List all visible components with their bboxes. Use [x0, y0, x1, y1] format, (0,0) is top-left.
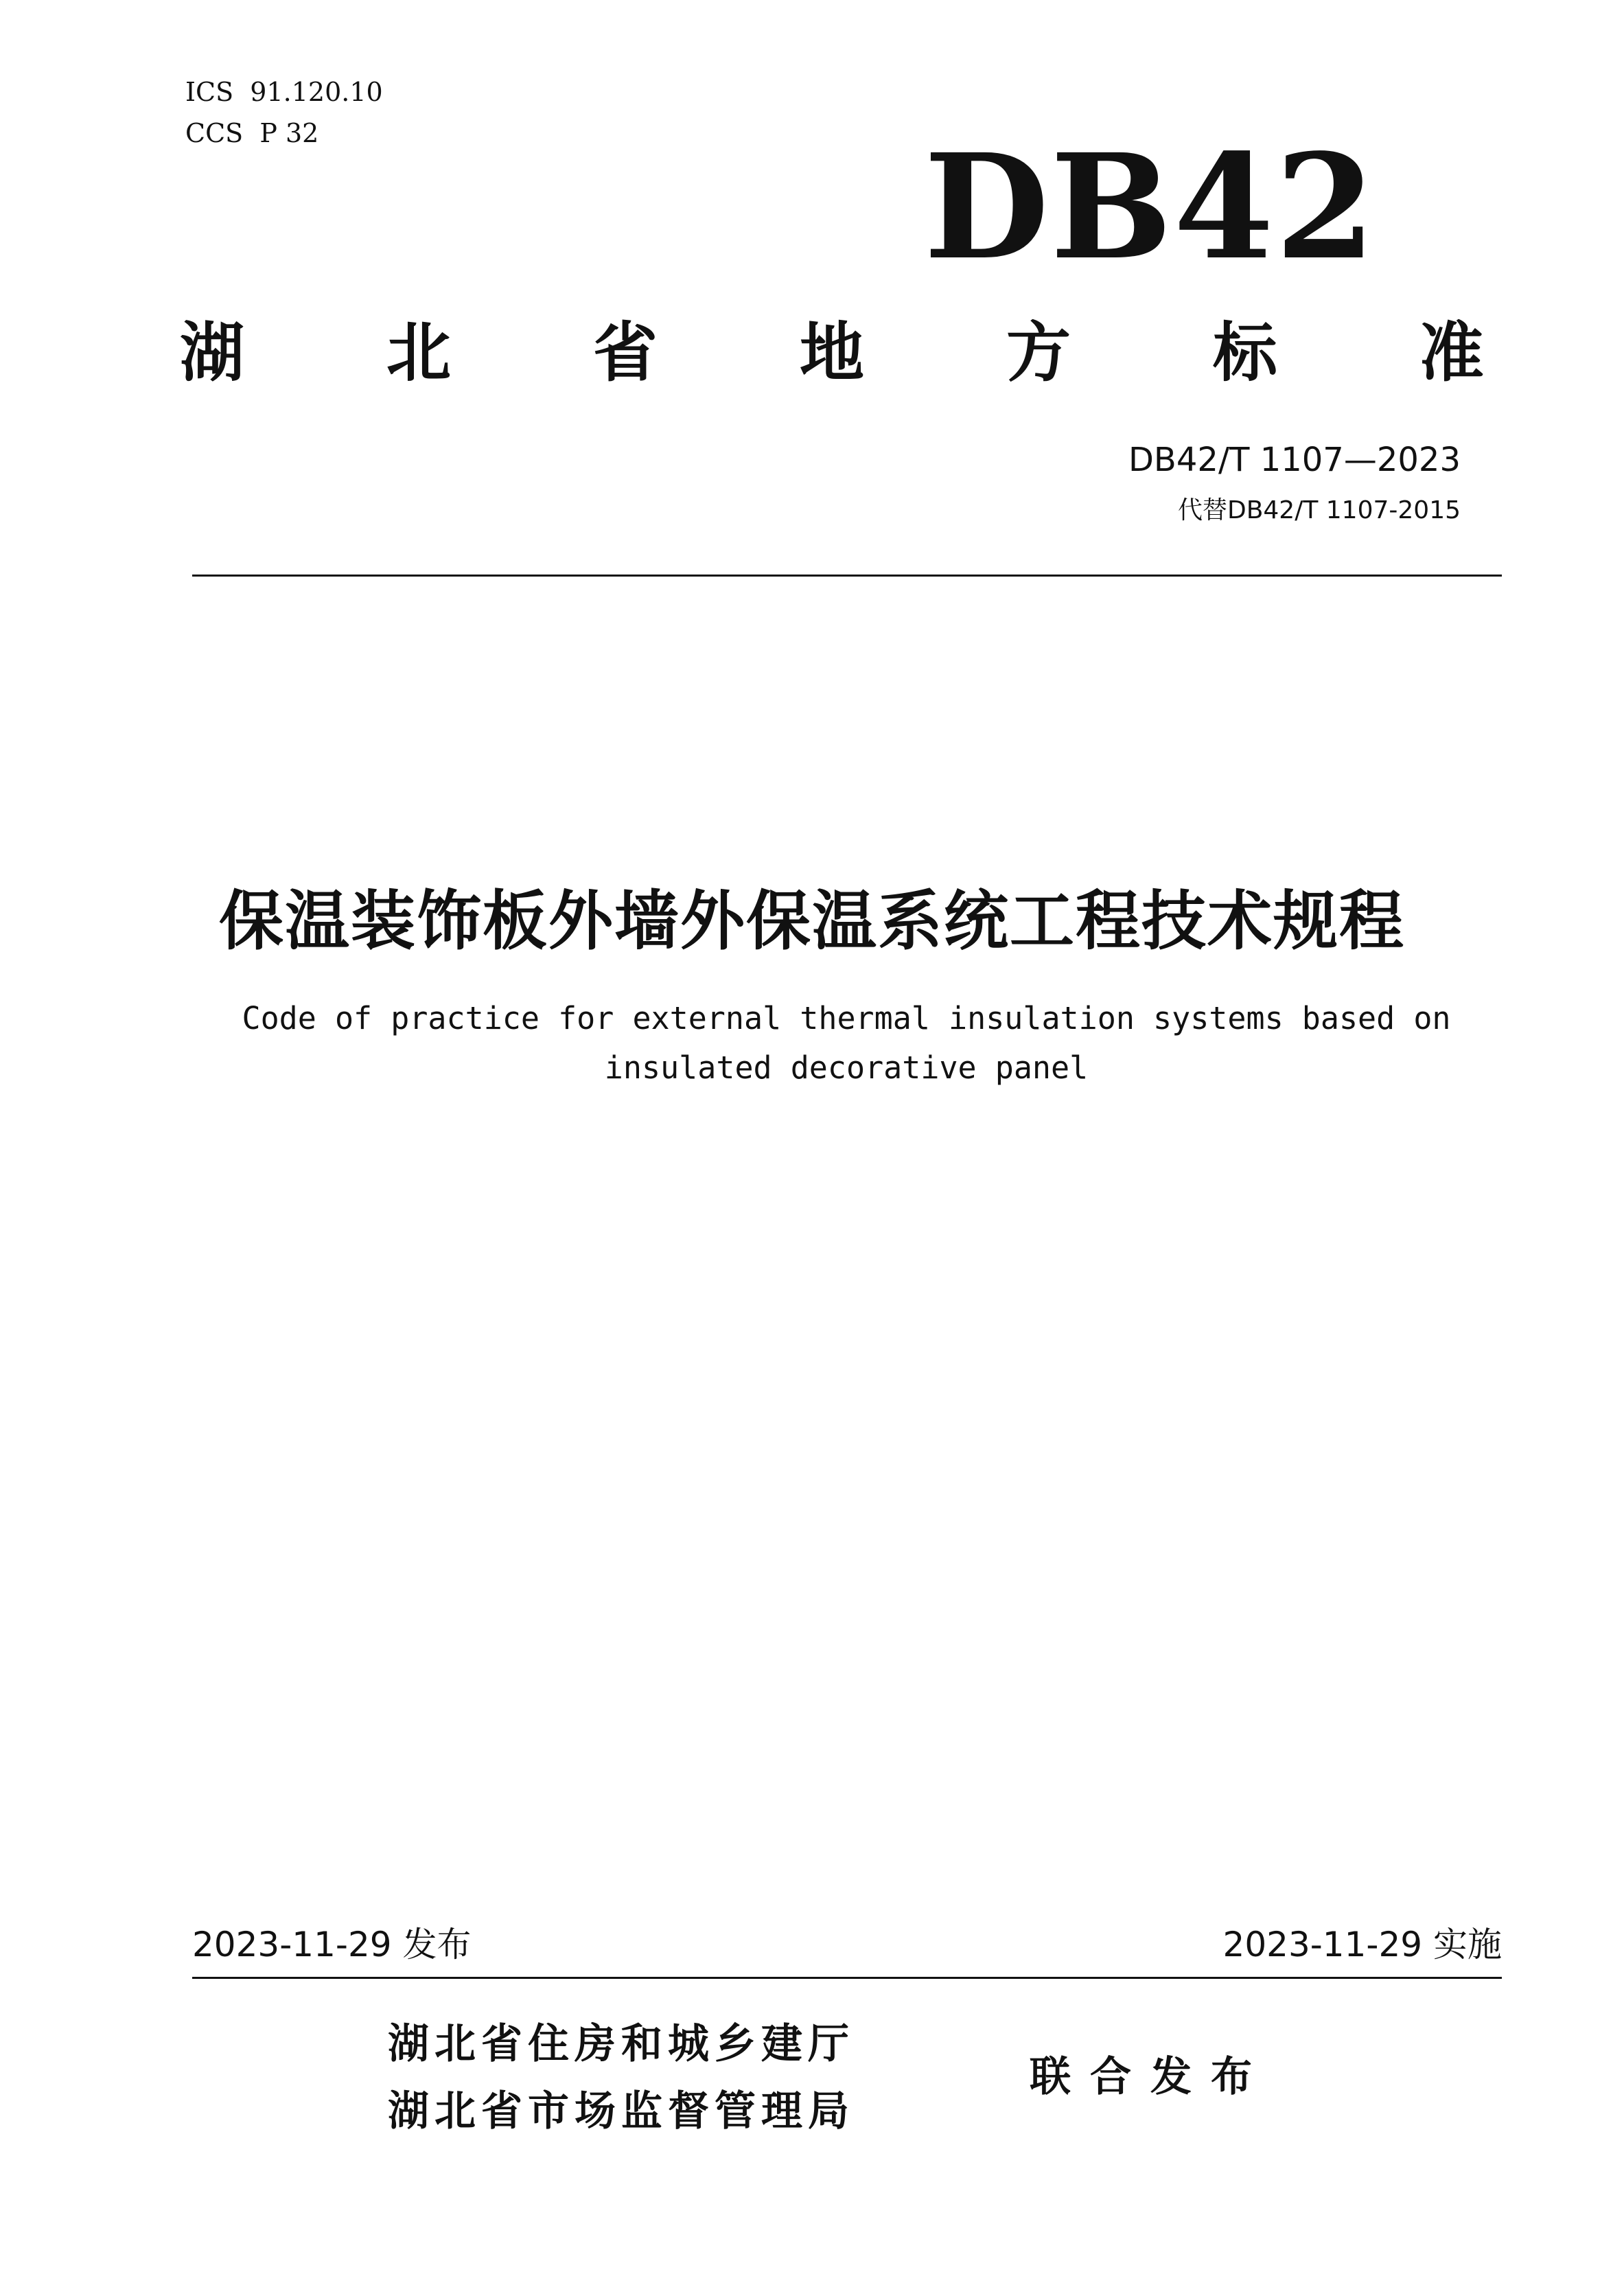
ccs-code: CCS P 32 — [185, 118, 319, 148]
standard-type-char: 北 — [386, 316, 451, 391]
standard-code-mark: DB42 — [924, 122, 1377, 292]
standard-type-char: 省 — [592, 316, 658, 391]
issue-date: 2023-11-29 发布 — [192, 1925, 472, 1964]
replaces-standard: 代替DB42/T 1107-2015 — [1177, 496, 1461, 524]
document-title-en: Code of practice for external thermal insulation systems based on insulated decorative panel — [242, 1000, 1451, 1086]
ics-code: ICS 91.120.10 — [185, 77, 383, 107]
standard-type-char: 方 — [1006, 316, 1071, 391]
footer-divider — [192, 1977, 1502, 1979]
standard-type-char: 湖 — [180, 316, 245, 391]
joint-release-label: 联合发布 — [1030, 2053, 1271, 2101]
standard-type-char: 标 — [1212, 316, 1277, 391]
standard-type-char: 地 — [799, 316, 864, 391]
implementation-date: 2023-11-29 实施 — [1222, 1925, 1502, 1964]
standard-type-heading — [180, 316, 1484, 391]
standard-type-char: 准 — [1419, 316, 1484, 391]
issuer-housing-department: 湖北省住房和城乡建厅 — [388, 2020, 855, 2068]
standard-number: DB42/T 1107—2023 — [1128, 441, 1461, 479]
document-title-cn: 保温装饰板外墙外保温系统工程技术规程 — [218, 884, 1405, 959]
header-divider — [192, 575, 1502, 577]
issuer-market-regulation: 湖北省市场监督管理局 — [388, 2087, 855, 2135]
